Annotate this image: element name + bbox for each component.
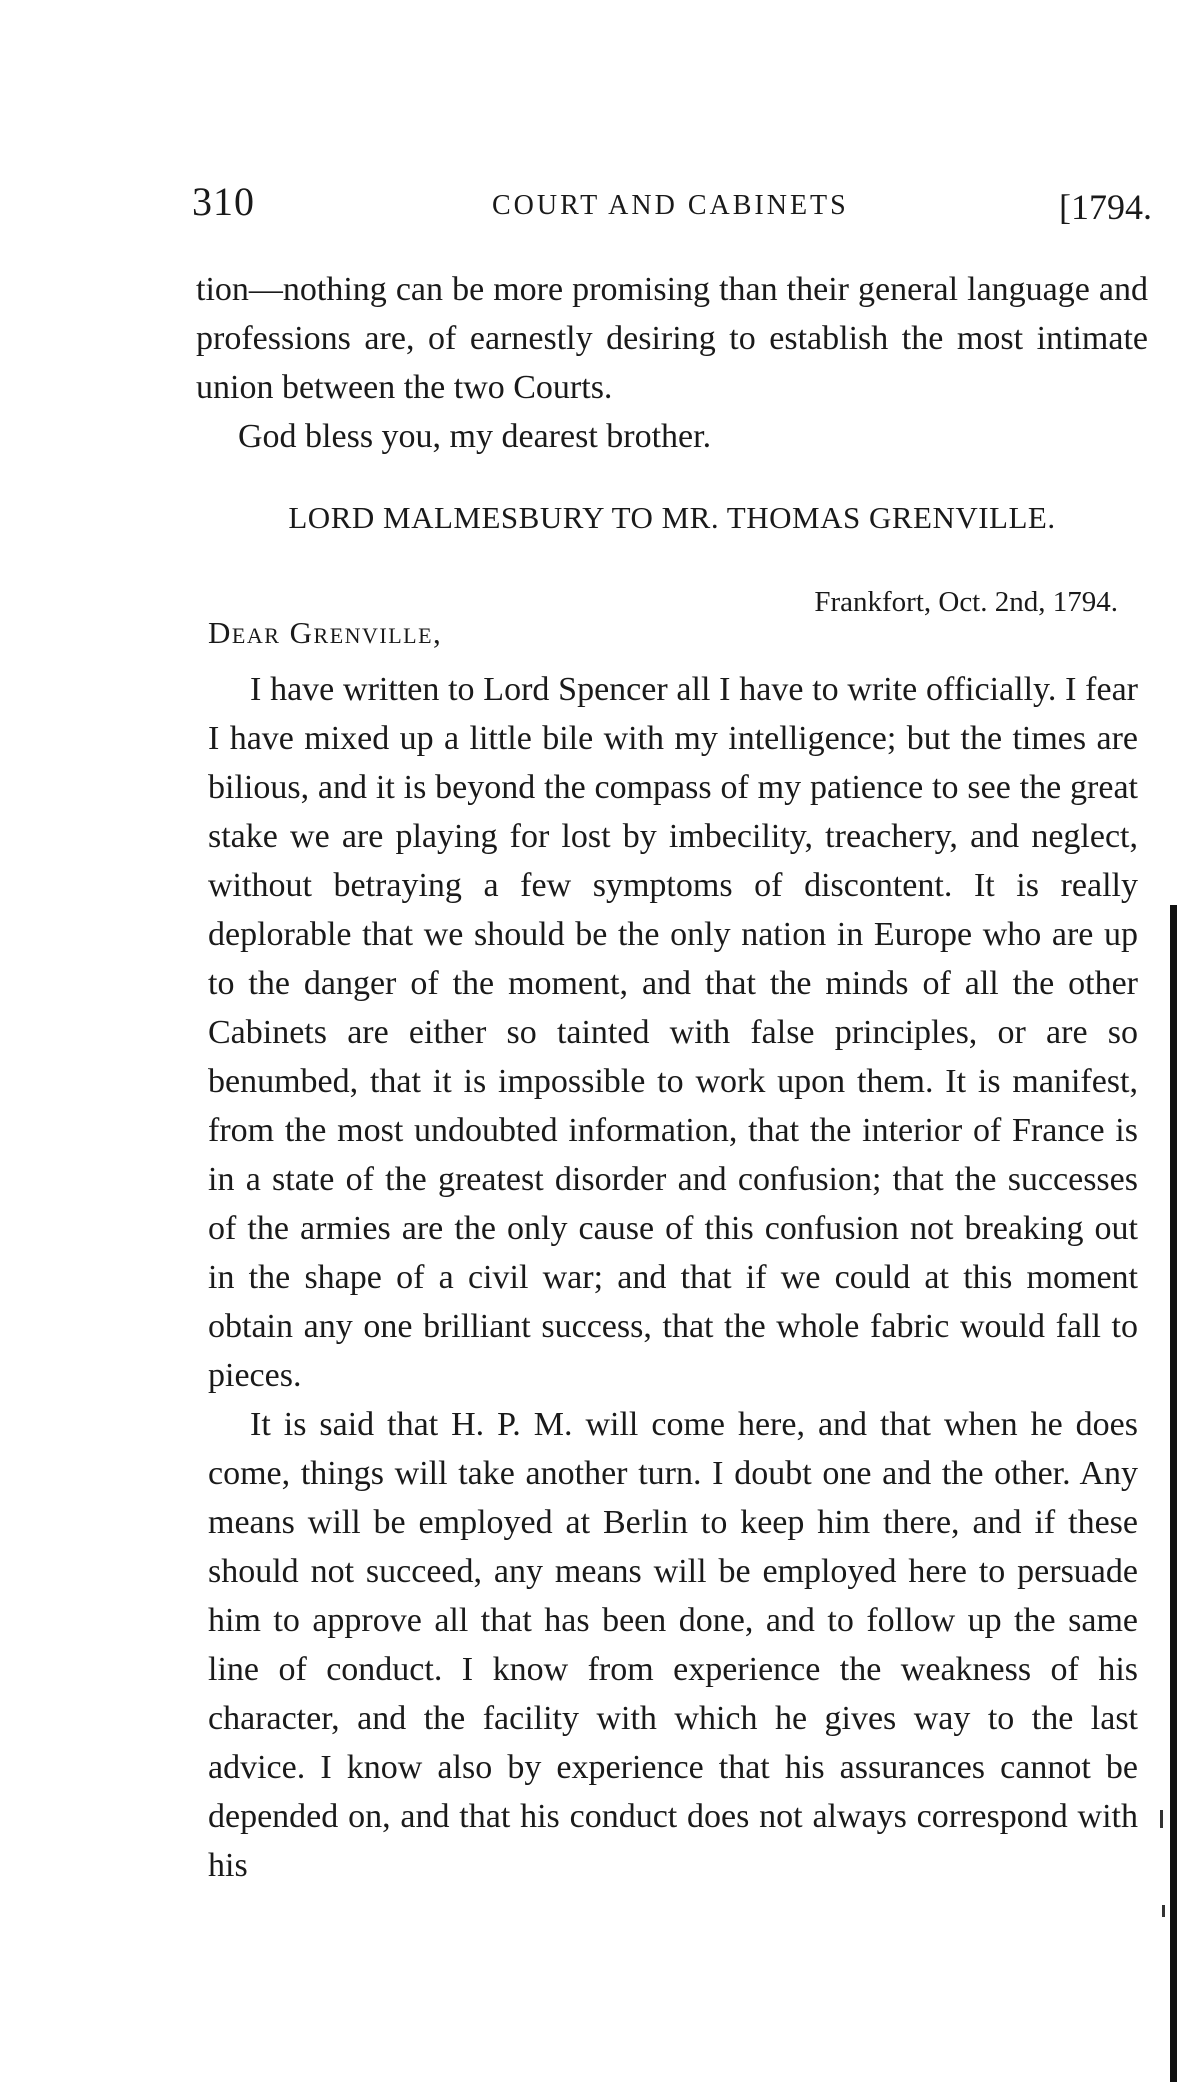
running-head	[192, 178, 1152, 238]
letter-salutation: Dear Grenville,	[208, 615, 443, 650]
letter-paragraph-1: I have written to Lord Spencer all I have to write officially. I fear I have mixed up a little bile with my intelligence; but the times are bilious, and it is beyond the compass of my patience to see the great stake we are playing for lost by imbecility, treachery, and neglect, without betraying a few symptoms of discontent. It is really deplorable that we should be the only nation in Europe who are up to the danger of the moment, and that the minds of all the other Cabinets are either so tainted with false principles, or are so benumbed, that it is impossible to work upon them. It is manifest, from the most undoubted information, that the interior of France is in a state of the greatest disorder and confusion; that the successes of the armies are the only cause of this confusion not breaking out in the shape of a civil war; and that if we could at this moment obtain any one brilliant success, that the whole fabric would fall to pieces.	[208, 671, 1138, 1394]
letter-paragraph-2: It is said that H. P. M. will come here, and that when he does come, things will take another turn. I doubt one and the other. Any means will be employed at Berlin to keep him there, and if these should not succeed, any means will be employed here to persuade him to approve all that has been done, and to follow up the same line of conduct. I know from experience the weakness of his character, and the facility with which he gives way to the last advice. I know also by experience that his assurances cannot be depended on, and that his conduct does not always correspond with his	[208, 1406, 1138, 1884]
page-edge-mark	[1160, 1810, 1163, 1828]
closing-line: God bless you, my dearest brother.	[238, 418, 712, 455]
page-number: 310	[192, 179, 255, 224]
page-edge-shadow	[1170, 905, 1177, 2082]
opening-paragraph: tion—nothing can be more promising than their general language and professions are, of earnestly desiring to establish the most intimate union between the two Courts.	[196, 271, 1148, 406]
letter-dateline: Frankfort, Oct. 2nd, 1794.	[814, 586, 1118, 618]
page-edge-mark	[1162, 1905, 1165, 1917]
running-year: [1794.	[1059, 187, 1152, 227]
letter-body	[208, 665, 1138, 1890]
opening-text	[196, 265, 1148, 461]
letter-heading: LORD MALMESBURY TO MR. THOMAS GRENVILLE.	[288, 500, 1056, 535]
running-title: COURT AND CABINETS	[492, 190, 849, 221]
